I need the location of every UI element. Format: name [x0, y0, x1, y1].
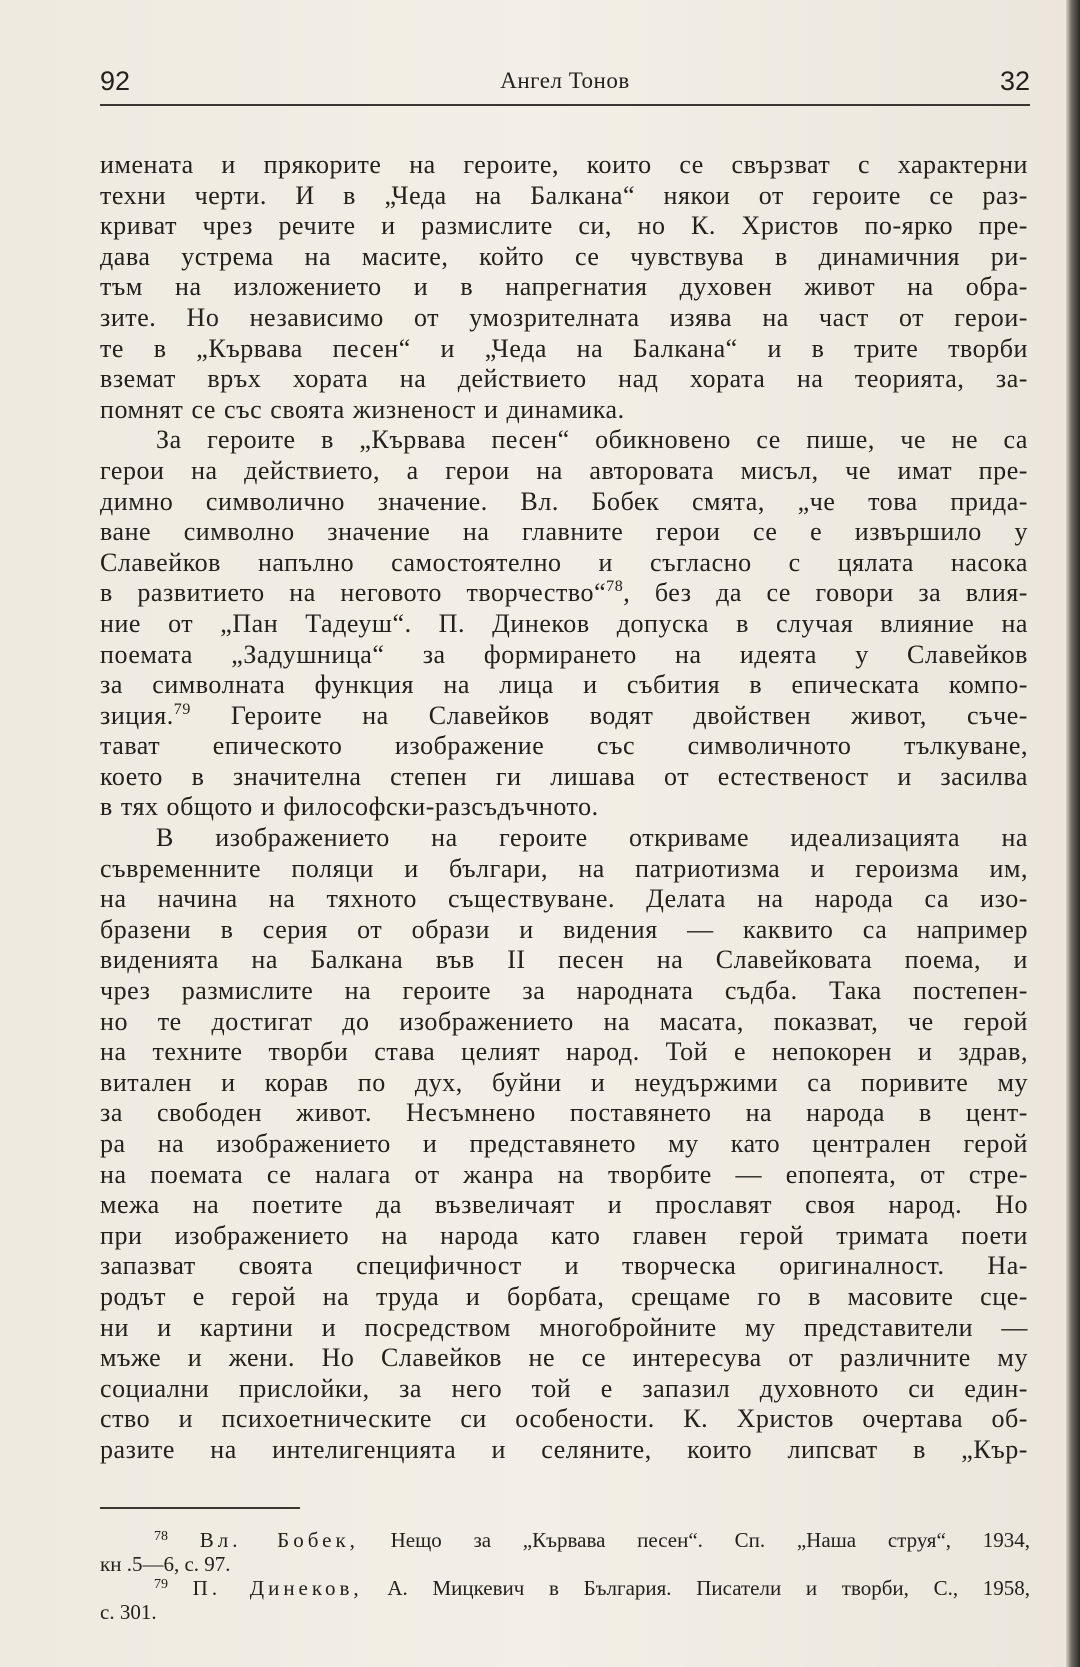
text-line: Славейков напълно самостоятелно и съгласно с цялата насока	[100, 547, 1028, 577]
text-line: виденията на Балкана във II песен на Славейковата поема, и	[100, 945, 1028, 975]
text-line: имената и прякорите на героите, които се свързват с характерни	[100, 150, 1028, 179]
page-number-right: 32	[999, 66, 1030, 96]
body-text	[100, 150, 1028, 1466]
text-line: чрез размислите на героите за народната съдба. Така постепен-	[100, 976, 1028, 1006]
text-line: ра на изображението и представянето му като централен герой	[100, 1129, 1028, 1158]
text-line: на техните творби става целият народ. Той е непокорен и здрав,	[100, 1037, 1028, 1067]
text-line: поемата „Задушница“ за формирането на идеята у Славейков	[100, 639, 1028, 669]
footnotes	[100, 1528, 1030, 1624]
text-line: ние от „Пан Тадеуш“. П. Динеков допуска в случая влияние на	[100, 608, 1028, 638]
text-segment: зиция.	[100, 700, 174, 730]
footnote-number: 79	[154, 1577, 168, 1592]
text-line-with-footnote-ref	[100, 578, 1028, 609]
text-line: мъже и жени. Но Славейков не се интересува от различните му	[100, 1343, 1028, 1373]
text-line: в тях общото и философски-разсъдъчното.	[100, 792, 599, 822]
text-line: родът е герой на труда и борбата, срещаме го в масовите сце-	[100, 1281, 1028, 1311]
text-line: съвременните поляци и българи, на патриотизма и героизма им,	[100, 853, 1028, 883]
text-line: бразени в серия от образи и видения — каквито са например	[100, 914, 1028, 944]
header-rule	[100, 104, 1030, 106]
text-line: на поемата се налага от жанра на творбите — епопеята, от стре-	[100, 1159, 1028, 1189]
text-line: за символната функция на лица и събития в епическата компо-	[100, 670, 1028, 700]
footnote-author: П. Динеков,	[192, 1576, 363, 1600]
text-line: В изображението на героите откриваме идеализацията на	[156, 823, 1028, 853]
footnote-78	[100, 1528, 1030, 1552]
text-line: зите. Но независимо от умозрителната изява на част от герои-	[100, 302, 1028, 332]
footnote-author: Вл. Бобек,	[199, 1528, 359, 1552]
text-line: техни черти. И в „Чеда на Балкана“ някои от героите се раз-	[100, 180, 1028, 210]
text-line: тъм на изложението и в напрегнатия духовен живот на обра-	[100, 272, 1028, 302]
footnote-79	[100, 1576, 1030, 1600]
text-segment: , без да се говори за влия-	[623, 578, 1028, 608]
text-line: на начина на тяхното съществуване. Делата на народа са изо-	[100, 884, 1028, 914]
text-segment: Героите на Славейков водят двойствен живот, съче-	[190, 700, 1028, 730]
text-line: те в „Кървава песен“ и „Чеда на Балкана“ и в трите творби	[100, 333, 1028, 363]
footnote-number: 78	[154, 1529, 168, 1544]
text-line: дава устрема на масите, който се чувствува в динамичния ри-	[100, 241, 1028, 271]
text-line: но те достигат до изображението на масата, показват, че герой	[100, 1006, 1028, 1036]
footnote-ref-78[interactable]: 78	[606, 578, 624, 596]
text-line: ни и картини и посредством многобройните му представители —	[100, 1312, 1028, 1342]
text-line: запазват своята специфичност и творческа оригиналност. На-	[100, 1251, 1028, 1281]
footnote-text: Нещо за „Кървава песен“. Сп. „Наша струя“, 1934,	[358, 1528, 1030, 1552]
text-line: За героите в „Кървава песен“ обикновено се пише, че не са	[156, 425, 1028, 455]
text-line: димно символично значение. Вл. Бобек смята, „че това прида-	[100, 486, 1028, 516]
text-line: за свободен живот. Несъмнено поставянето на народа в цент-	[100, 1098, 1028, 1128]
text-line: социални прислойки, за него той е запазил духовното си един-	[100, 1373, 1028, 1403]
text-line: което в значителна степен ги лишава от естественост и засилва	[100, 761, 1028, 791]
text-segment: в развитието на неговото творчество“	[100, 578, 607, 608]
text-line-with-footnote-ref	[100, 701, 1028, 732]
footnote-ref-79[interactable]: 79	[173, 700, 191, 718]
footnote-rule	[100, 1507, 300, 1509]
book-spine-shadow	[1066, 0, 1080, 1667]
text-line: ство и психоетническите си особености. К. Христов очертава об-	[100, 1404, 1028, 1434]
text-line: тават епическото изображение със символичното тълкуване,	[100, 731, 1028, 761]
page-number-left: 92	[100, 66, 131, 96]
text-line: разите на интелигенцията и селяните, които липсват в „Кър-	[100, 1434, 1028, 1464]
text-line: ване символно значение на главните герои се е извършило у	[100, 517, 1028, 547]
text-line: межа на поетите да възвеличаят и прославят своя народ. Но	[100, 1190, 1028, 1220]
running-header	[100, 62, 1030, 102]
footnote-78-continued: кн .5—6, с. 97.	[100, 1552, 231, 1576]
text-line: вземат връх хората на действието над хората на теорията, за-	[100, 364, 1028, 394]
text-line: витален и корав по дух, буйни и неудържими са поривите му	[100, 1067, 1028, 1097]
text-line: герои на действието, а герои на авторовата мисъл, че имат пре-	[100, 455, 1028, 485]
text-line: помнят се със своята жизненост и динамика.	[100, 394, 625, 424]
footnote-79-continued: с. 301.	[100, 1600, 157, 1624]
text-line: криват чрез речите и размислите си, но К. Христов по-ярко пре-	[100, 211, 1028, 241]
text-line: при изображението на народа като главен герой тримата поети	[100, 1220, 1028, 1250]
footnote-text: А. Мицкевич в България. Писатели и творби, С., 1958,	[362, 1576, 1030, 1600]
running-title: Ангел Тонов	[500, 68, 630, 93]
